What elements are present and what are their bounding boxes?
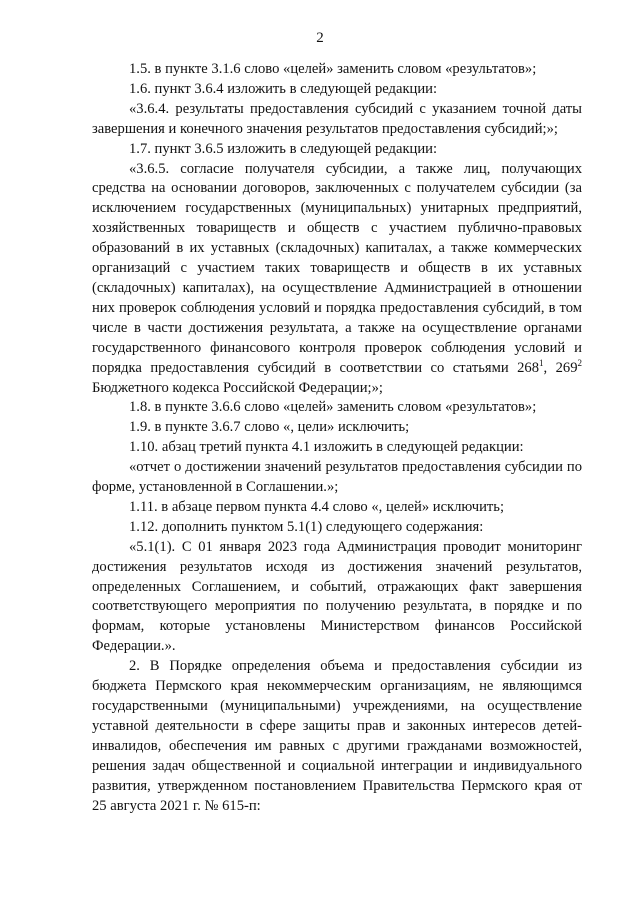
footnote-superscript-1: 1 — [539, 357, 544, 368]
paragraph-2: 2. В Порядке определения объема и предоставления субсидии из бюджета Пермского края некоммерческим организациям, не являющимся государственными (муниципальными) учреждениями, на осуществление уставной деятельности в сфере защиты прав и законных интересов детей-инвалидов, обеспечения им равных с другими гражданами возможностей, решения задач общественной и социальной интеграции и индивидуального развития, утвержденном постановлением Правительства Пермского края от 25 августа 2021 г. № 615-п: — [92, 658, 582, 814]
document-body — [92, 60, 582, 816]
quote-3-6-5-text: «3.6.5. согласие получателя субсидии, а также лиц, получающих средства на основании договоров, заключенных с получателем субсидии (за исключением государственных (муниципальных) унитарных предприятий, хозяйственных товариществ и обществ с участием публично-правовых образований в их уставных (складочных) капиталах, а также коммерческих организаций с участием таких товариществ и обществ в их уставных (складочных) капиталах), на осуществление Администрацией в отношении них проверок соблюдения условий и порядка предоставления субсидий, в том числе в части достижения результата, а также на осуществление органами государственного финансового контроля проверок соблюдения условий и порядка предоставления субсидий в соответствии со статьями 268 — [92, 160, 582, 376]
paragraph-1-6: 1.6. пункт 3.6.4 изложить в следующей редакции: — [129, 80, 438, 97]
footnote-superscript-2: 2 — [577, 357, 583, 368]
paragraph-1-5: 1.5. в пункте 3.1.6 слово «целей» заменить словом «результатов»; — [129, 61, 537, 77]
paragraph-1-12: 1.12. дополнить пунктом 5.1(1) следующего содержания: — [129, 518, 484, 535]
paragraph-1-10: 1.10. абзац третий пункта 4.1 изложить в следующей редакции: — [129, 439, 524, 456]
paragraph-1-11: 1.11. в абзаце первом пункта 4.4 слово «, целей» исключить; — [129, 498, 505, 515]
paragraph-1-9: 1.9. в пункте 3.6.7 слово «, цели» исключить; — [129, 419, 410, 436]
page-number: 2 — [316, 30, 324, 46]
paragraph-1-8: 1.8. в пункте 3.6.6 слово «целей» заменить словом «результатов»; — [129, 399, 537, 416]
paragraph-1-7: 1.7. пункт 3.6.5 изложить в следующей редакции: — [129, 140, 438, 157]
quote-3-6-5-mid: , 269 — [543, 359, 578, 376]
quote-5-1-1: «5.1(1). С 01 января 2023 года Администрация проводит мониторинг достижения результатов исходя из достижения значений результатов, определенных Соглашением, и событий, отражающих факт завершения соответствующего мероприятия по получению результата, в порядке и по формам, которые установлены Министерством финансов Российской Федерации.». — [92, 538, 582, 655]
quote-3-6-4: «3.6.4. результаты предоставления субсидий с указанием точной даты завершения и конечного значения результатов предоставления субсидий;»; — [92, 100, 582, 137]
quote-3-6-5 — [92, 160, 582, 399]
quote-report: «отчет о достижении значений результатов предоставления субсидии по форме, установленной в Соглашении.»; — [92, 459, 582, 496]
quote-3-6-5-tail: Бюджетного кодекса Российской Федерации;»; — [92, 379, 383, 396]
